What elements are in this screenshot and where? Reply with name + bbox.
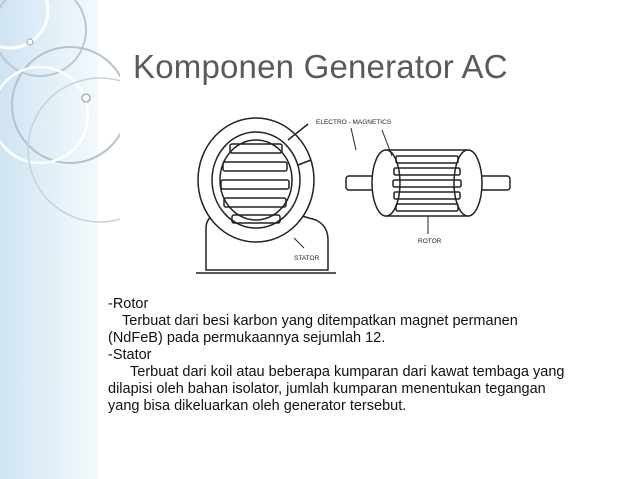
rotor-shaft-right <box>478 176 510 190</box>
generator-diagram <box>186 110 518 282</box>
label-stator: STATOR <box>294 255 320 262</box>
decorative-circles <box>0 0 120 479</box>
stator-text-line-1: Terbuat dari koil atau beberapa kumparan dari kawat tembaga yang <box>130 364 565 380</box>
rotor-text-line-1: Terbuat dari besi karbon yang ditempatkan magnet permanen <box>122 313 518 329</box>
slide-body <box>108 296 618 415</box>
stator-text-line-3: yang bisa dikeluarkan oleh generator tersebut. <box>108 398 407 414</box>
stator-heading: -Stator <box>108 347 152 363</box>
rotor-heading: -Rotor <box>108 296 149 312</box>
stator-text-line-2: dilapisi oleh bahan isolator, jumlah kumparan menentukan tegangan <box>108 381 546 397</box>
label-rotor: ROTOR <box>418 238 442 245</box>
label-electro-magnetics: ELECTRO - MAGNETICS <box>316 119 392 126</box>
slide-title: Komponen Generator AC <box>133 48 508 85</box>
rotor-text-line-2: (NdFeB) pada permukaannya sejumlah 12. <box>108 330 386 346</box>
